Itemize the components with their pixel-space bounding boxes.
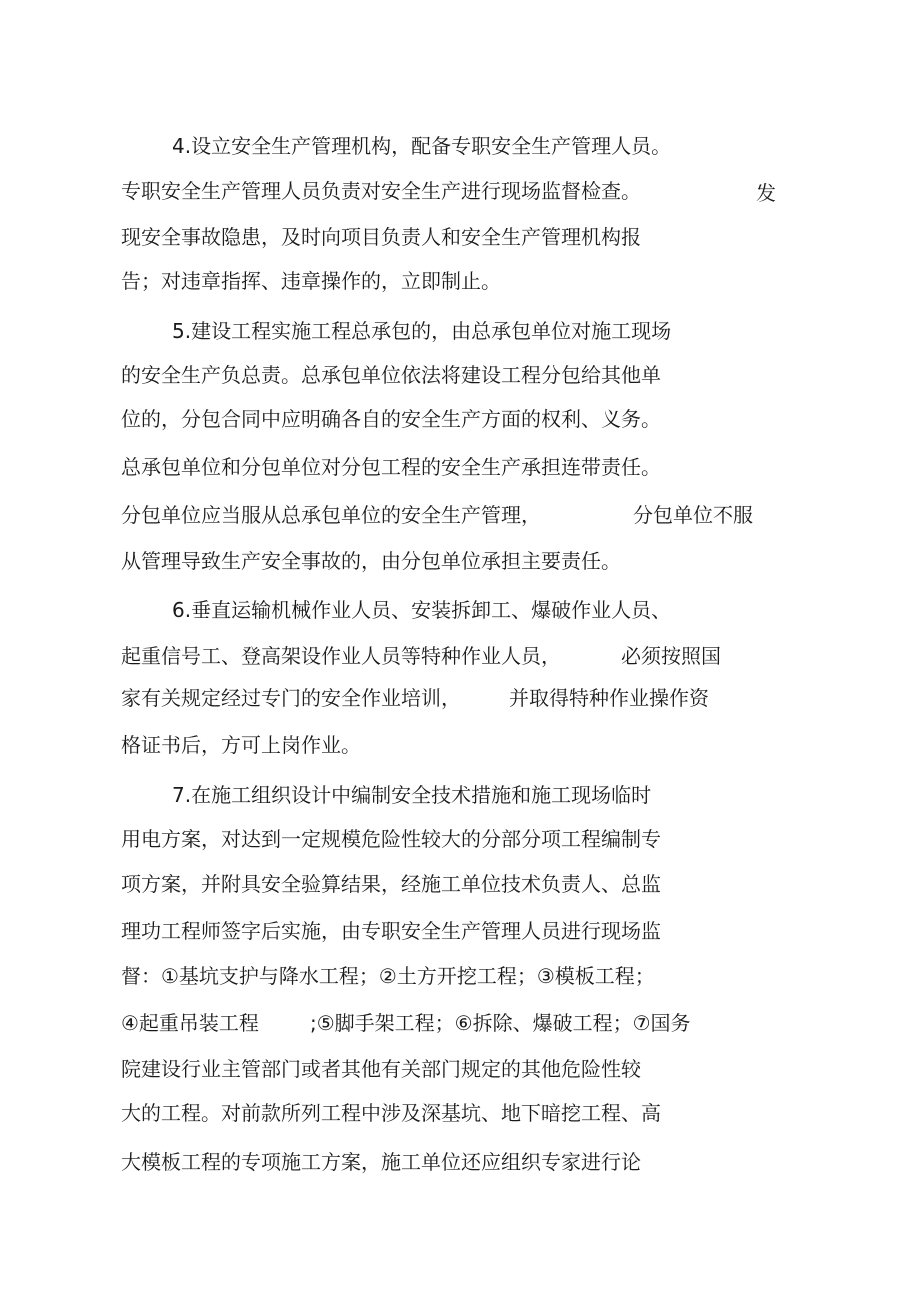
p5-line-5: 分包单位应当服从总承包单位的安全生产管理， bbox=[121, 503, 541, 527]
p5-line-6: 从管理导致生产安全事故的，由分包单位承担主要责任。 bbox=[121, 549, 621, 573]
p6-line-1: 6.垂直运输机械作业人员、安装拆卸工、爆破作业人员、 bbox=[172, 598, 672, 622]
p5-line-2: 的安全生产负总责。总承包单位依法将建设工程分包给其他单 bbox=[121, 363, 661, 387]
p7-line-5: 督：①基坑支护与降水工程；②土方开挖工程；③模板工程； bbox=[121, 964, 655, 988]
p4-line-2: 专职安全生产管理人员负责对安全生产进行现场监督检查。 bbox=[121, 179, 641, 203]
p7-line-4: 理功工程师签字后实施，由专职安全生产管理人员进行现场监 bbox=[121, 919, 661, 943]
p6-line-3-tail: 并取得特种作业操作资 bbox=[509, 686, 709, 710]
p6-line-2-tail: 必须按照国 bbox=[621, 644, 721, 668]
p7-line-6: ④起重吊装工程 bbox=[121, 1011, 259, 1035]
p5-line-5-tail: 分包单位不服 bbox=[633, 503, 753, 527]
p5-line-3: 位的，分包合同中应明确各自的安全生产方面的权利、义务。 bbox=[121, 407, 661, 431]
p6-line-2: 起重信号工、登高架设作业人员等特种作业人员， bbox=[121, 644, 561, 668]
p7-line-6-tail: ;⑤脚手架工程；⑥拆除、爆破工程；⑦国务 bbox=[310, 1011, 691, 1035]
p7-line-3: 项方案，并附具安全验算结果，经施工单位技术负责人、总监 bbox=[121, 872, 661, 896]
p4-line-2-tail: 发 bbox=[756, 181, 776, 205]
p7-line-7: 院建设行业主管部门或者其他有关部门规定的其他危险性较 bbox=[121, 1057, 641, 1081]
p4-line-1: 4.设立安全生产管理机构，配备专职安全生产管理人员。 bbox=[172, 134, 672, 158]
p5-line-4: 总承包单位和分包单位对分包工程的安全生产承担连带责任。 bbox=[121, 455, 661, 479]
p7-line-8: 大的工程。对前款所列工程中涉及深基坑、地下暗挖工程、高 bbox=[121, 1101, 661, 1125]
p7-line-2: 用电方案，对达到一定规模危险性较大的分部分项工程编制专 bbox=[121, 827, 661, 851]
p7-line-9: 大模板工程的专项施工方案，施工单位还应组织专家进行论 bbox=[121, 1150, 641, 1174]
p6-line-3: 家有关规定经过专门的安全作业培训， bbox=[121, 686, 461, 710]
p6-line-4: 格证书后，方可上岗作业。 bbox=[121, 733, 361, 757]
p7-line-1: 7.在施工组织设计中编制安全技术措施和施工现场临时 bbox=[172, 783, 652, 807]
p5-line-1: 5.建设工程实施工程总承包的，由总承包单位对施工现场 bbox=[172, 319, 672, 343]
p4-line-3: 现安全事故隐患，及时向项目负责人和安全生产管理机构报 bbox=[121, 225, 641, 249]
p4-line-4: 告；对违章指挥、违章操作的，立即制止。 bbox=[121, 269, 501, 293]
